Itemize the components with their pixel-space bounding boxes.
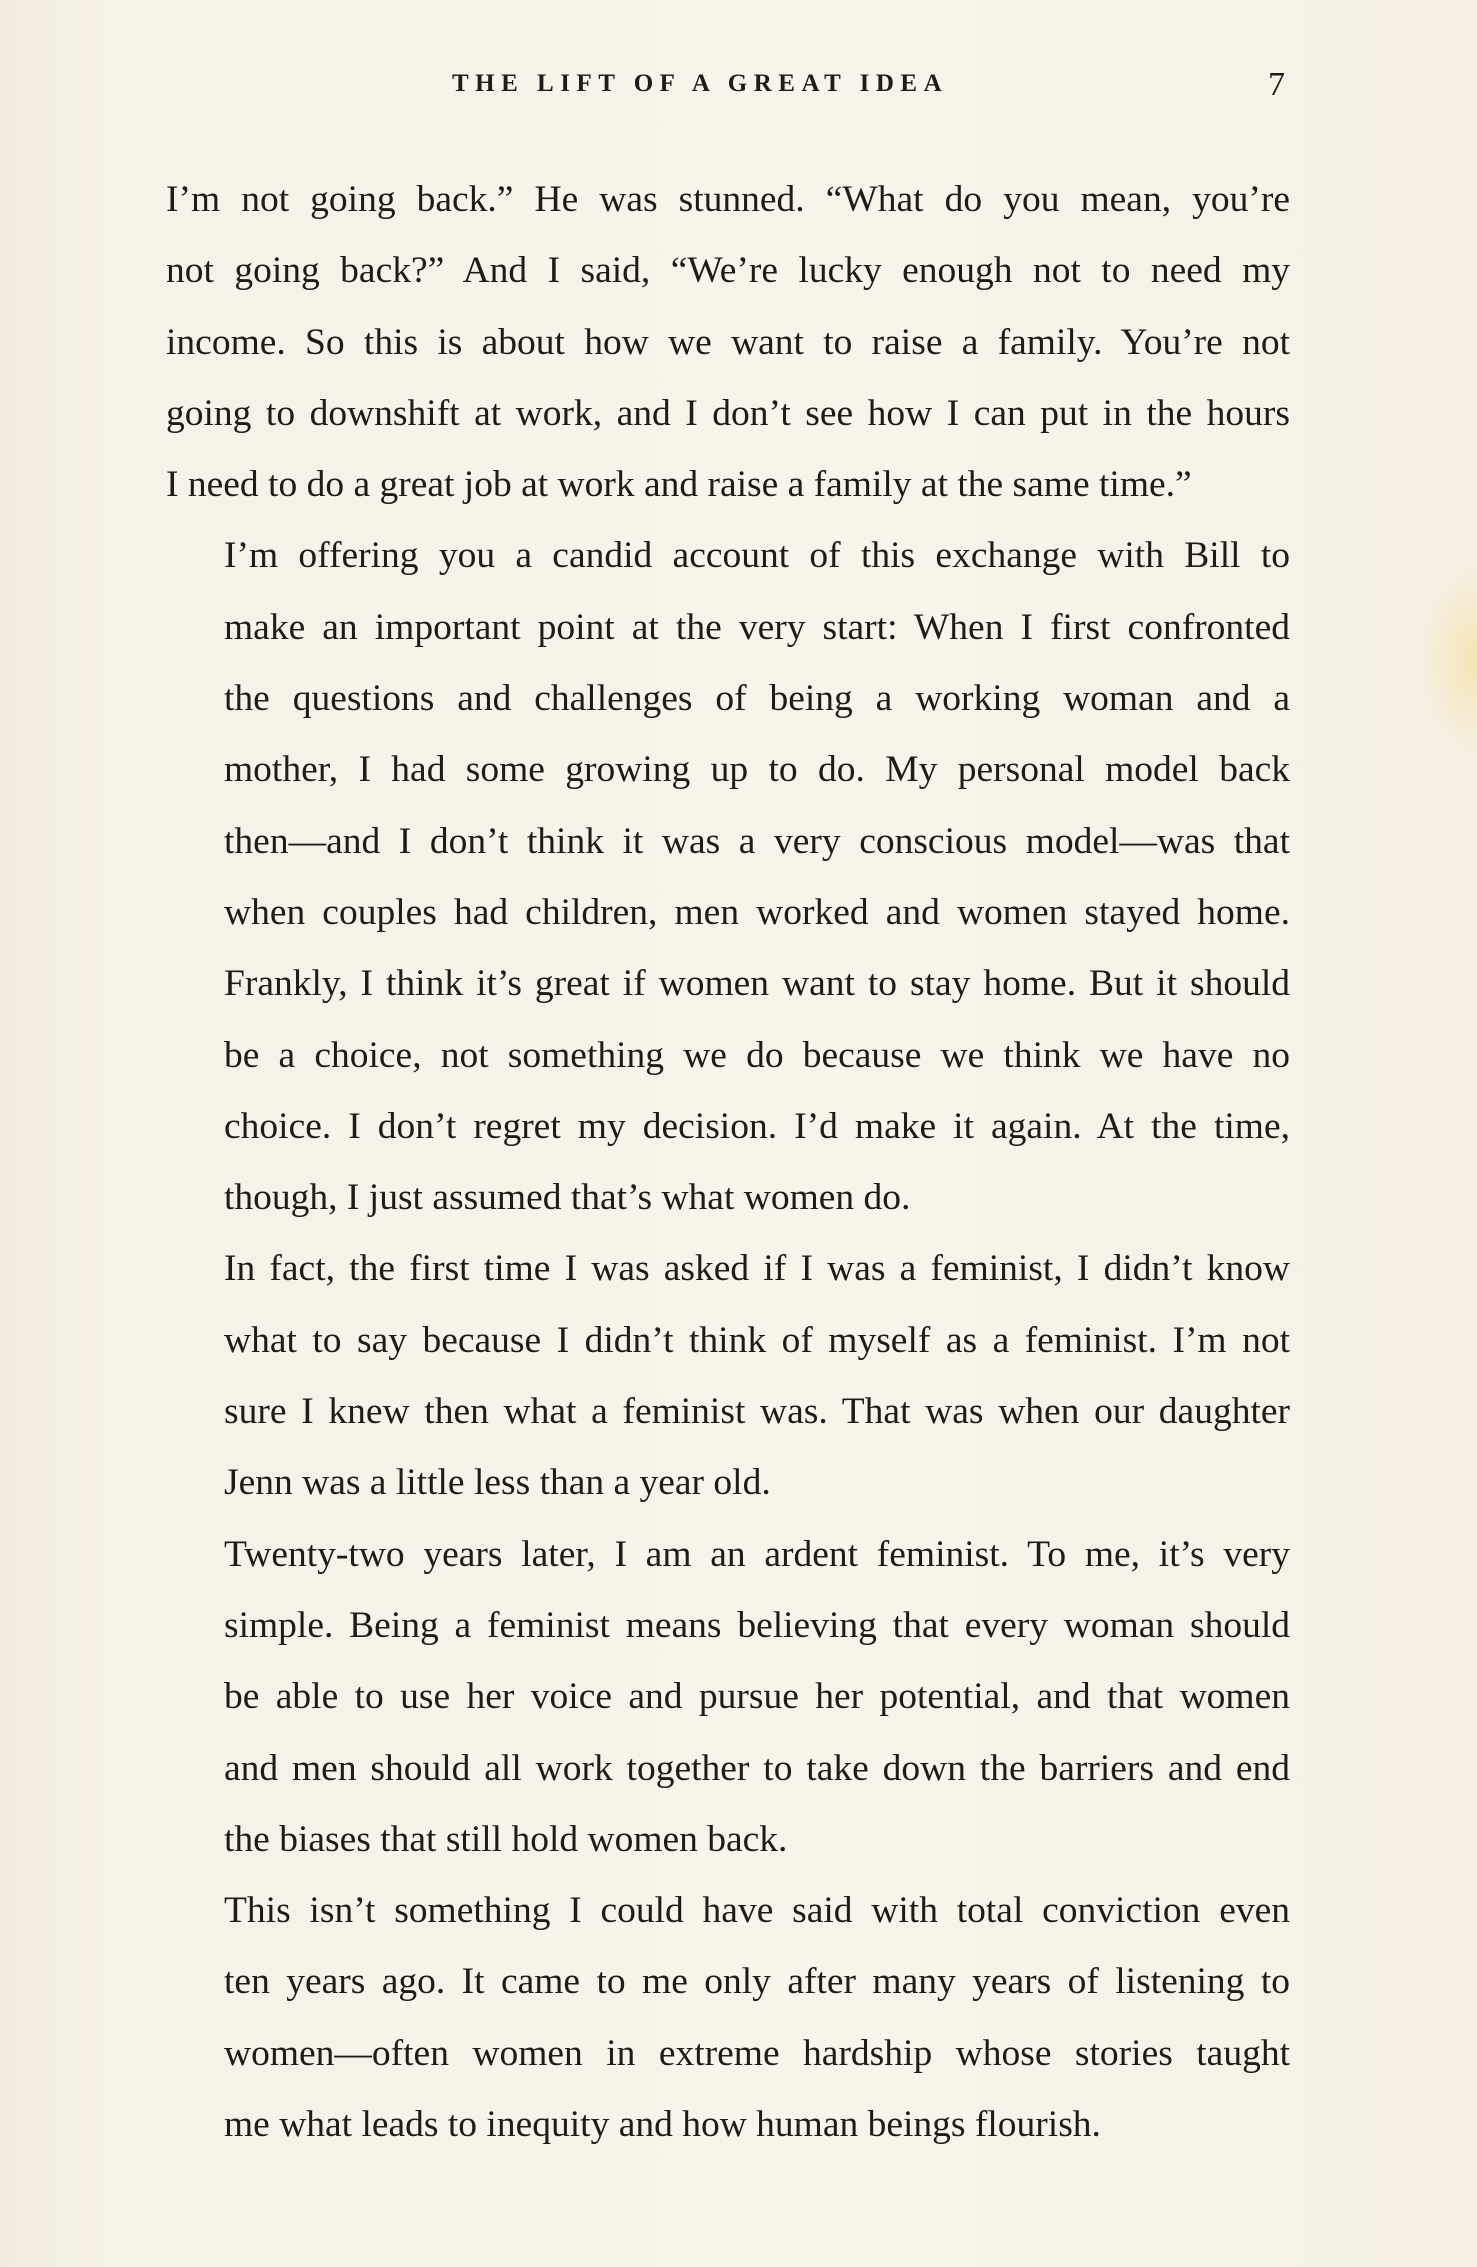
text-line: mother, I had some growing up to do. My personal model back [224, 749, 1290, 791]
text-line: sure I knew then what a feminist was. That was when our daughter [224, 1391, 1290, 1433]
text-line: income. So this is about how we want to raise a family. You’re not [166, 321, 1290, 363]
text-line: though, I just assumed that’s what women do. [224, 1177, 911, 1219]
text-line: ten years ago. It came to me only after many years of listening to [224, 1961, 1290, 2003]
paragraph-1 [166, 164, 1290, 520]
text-line: then—and I don’t think it was a very conscious model—was that [224, 820, 1290, 862]
text-line: Twenty-two years later, I am an ardent feminist. To me, it’s very [224, 1533, 1290, 1575]
text-line: I need to do a great job at work and raise a family at the same time.” [166, 464, 1192, 506]
text-line: I’m offering you a candid account of this exchange with Bill to [224, 535, 1290, 577]
page-stain [1417, 560, 1477, 760]
text-line: when couples had children, men worked and women stayed home. [224, 891, 1290, 933]
paragraph-2 [166, 520, 1290, 1233]
text-line: women—often women in extreme hardship whose stories taught [224, 2032, 1290, 2074]
paragraph-3 [166, 1233, 1290, 1518]
text-line: make an important point at the very start: When I first confronted [224, 606, 1290, 648]
text-line: and men should all work together to take down the barriers and end [224, 1747, 1290, 1789]
text-line: the biases that still hold women back. [224, 1818, 788, 1860]
running-head: THE LIFT OF A GREAT IDEA [452, 70, 949, 97]
text-line: going to downshift at work, and I don’t see how I can put in the hours [166, 392, 1290, 434]
text-line: the questions and challenges of being a working woman and a [224, 678, 1290, 720]
page-header [0, 66, 1477, 106]
text-line: not going back?” And I said, “We’re lucky enough not to need my [166, 250, 1290, 292]
text-line: Frankly, I think it’s great if women want to stay home. But it should [224, 963, 1290, 1005]
page-number: 7 [1268, 66, 1285, 103]
text-line: be able to use her voice and pursue her potential, and that women [224, 1676, 1290, 1718]
text-line: This isn’t something I could have said with total conviction even [224, 1890, 1290, 1932]
text-line: simple. Being a feminist means believing that every woman should [224, 1604, 1290, 1646]
text-line: choice. I don’t regret my decision. I’d make it again. At the time, [224, 1105, 1290, 1147]
text-line: what to say because I didn’t think of myself as a feminist. I’m not [224, 1319, 1290, 1361]
paragraph-5 [166, 1875, 1290, 2160]
paragraph-4 [166, 1519, 1290, 1875]
text-line: Jenn was a little less than a year old. [224, 1462, 771, 1504]
text-line: be a choice, not something we do because we think we have no [224, 1034, 1290, 1076]
body-text [166, 164, 1290, 2160]
text-line: me what leads to inequity and how human beings flourish. [224, 2104, 1101, 2146]
text-line: I’m not going back.” He was stunned. “What do you mean, you’re [166, 179, 1290, 220]
text-line: In fact, the first time I was asked if I was a feminist, I didn’t know [224, 1248, 1290, 1290]
